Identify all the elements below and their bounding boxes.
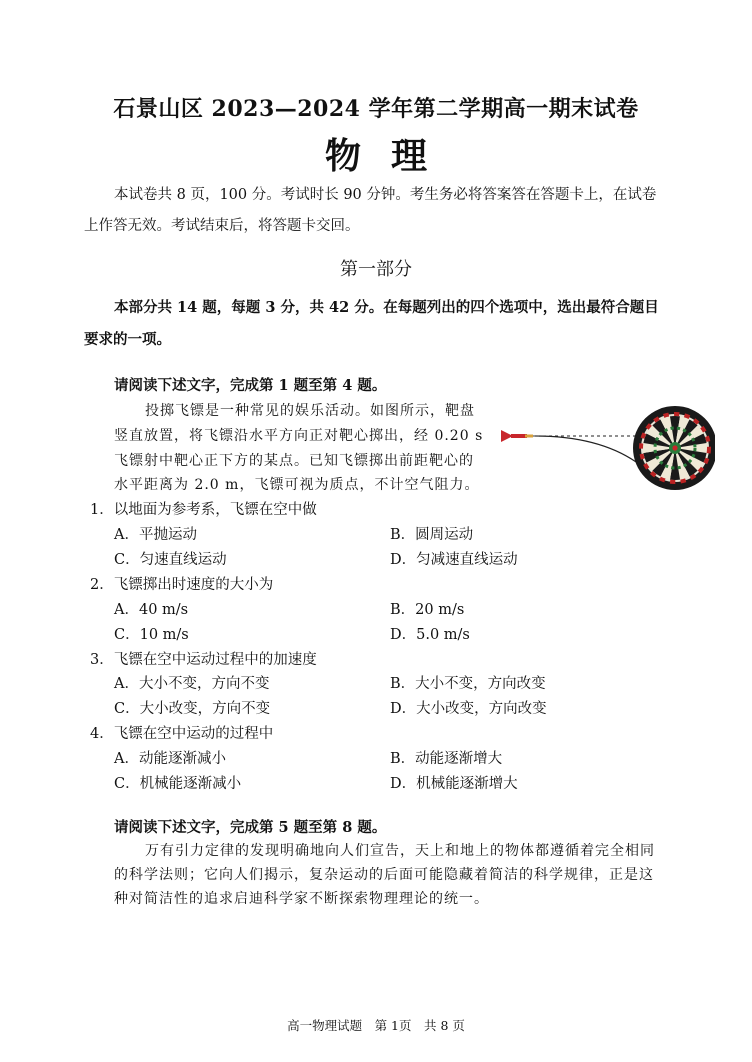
question-4-option-d[interactable]: D．机械能逐渐增大 xyxy=(390,776,518,792)
question-2-option-a[interactable]: A．40 m/s xyxy=(114,602,189,618)
question-1-stem: 1．以地面为参考系，飞镖在空中做 xyxy=(90,502,317,518)
group1-passage-line-1: 投掷飞镖是一种常见的娱乐活动。如图所示，靶盘 xyxy=(145,403,475,419)
group1-passage-line-4: 水平距离为 2.0 m，飞镖可视为质点，不计空气阻力。 xyxy=(114,477,480,493)
intro-line-2: 上作答无效。考试结束后，将答题卡交回。 xyxy=(84,218,360,234)
intro-line-1: 本试卷共 8 页，100 分。考试时长 90 分钟。考生务必将答案答在答题卡上，在试卷 xyxy=(114,187,657,203)
part-note-line-2: 要求的一项。 xyxy=(84,331,171,348)
dart-icon xyxy=(501,430,539,442)
question-3-option-a[interactable]: A．大小不变，方向不变 xyxy=(114,676,270,692)
group2-passage-line-2: 的科学法则；它向人们揭示，复杂运动的后面可能隐藏着简洁的科学规律，正是这 xyxy=(114,867,654,883)
group2-instruction: 请阅读下述文字，完成第 5 题至第 8 题。 xyxy=(114,819,387,836)
question-3-option-c[interactable]: C．大小改变，方向不变 xyxy=(114,701,271,717)
dart-and-dartboard-figure xyxy=(495,396,715,506)
dartboard-icon xyxy=(633,406,715,490)
exam-title: 石景山区 2023—2024 学年第二学期高一期末试卷 xyxy=(113,96,639,122)
question-1-option-a[interactable]: A．平抛运动 xyxy=(114,527,197,543)
question-2-option-c[interactable]: C．10 m/s xyxy=(114,627,189,643)
question-3-option-b[interactable]: B．大小不变，方向改变 xyxy=(390,676,546,692)
group2-passage-line-1: 万有引力定律的发现明确地向人们宣告，天上和地上的物体都遵循着完全相同 xyxy=(145,843,655,859)
question-2-stem: 2．飞镖掷出时速度的大小为 xyxy=(90,577,274,593)
question-1-option-c[interactable]: C．匀速直线运动 xyxy=(114,552,227,568)
group1-passage-line-3: 飞镖射中靶心正下方的某点。已知飞镖掷出前距靶心的 xyxy=(114,453,474,469)
question-4-option-b[interactable]: B．动能逐渐增大 xyxy=(390,751,503,767)
part-note-line-1: 本部分共 14 题，每题 3 分，共 42 分。在每题列出的四个选项中，选出最符合题目 xyxy=(114,299,659,316)
question-4-option-a[interactable]: A．动能逐渐减小 xyxy=(114,751,226,767)
question-4-option-c[interactable]: C．机械能逐渐减小 xyxy=(114,776,242,792)
question-3-option-d[interactable]: D．大小改变，方向改变 xyxy=(390,701,547,717)
subject-title: 物理 xyxy=(324,135,457,177)
group1-instruction: 请阅读下述文字，完成第 1 题至第 4 题。 xyxy=(114,377,387,394)
question-3-stem: 3．飞镖在空中运动过程中的加速度 xyxy=(90,652,317,668)
group2-passage-line-3: 种对简洁性的追求启迪科学家不断探索物理理论的统一。 xyxy=(114,891,489,907)
question-4-stem: 4．飞镖在空中运动的过程中 xyxy=(90,726,274,742)
page-footer: 高一物理试题 第 1页 共 8 页 xyxy=(287,1018,465,1033)
question-1-option-d[interactable]: D．匀减速直线运动 xyxy=(390,552,518,568)
question-1-option-b[interactable]: B．圆周运动 xyxy=(390,527,474,543)
question-2-option-b[interactable]: B．20 m/s xyxy=(390,602,465,618)
part-heading: 第一部分 xyxy=(340,259,412,280)
question-2-option-d[interactable]: D．5.0 m/s xyxy=(390,627,470,643)
group1-passage-line-2: 竖直放置，将飞镖沿水平方向正对靶心掷出，经 0.20 s xyxy=(114,428,484,444)
